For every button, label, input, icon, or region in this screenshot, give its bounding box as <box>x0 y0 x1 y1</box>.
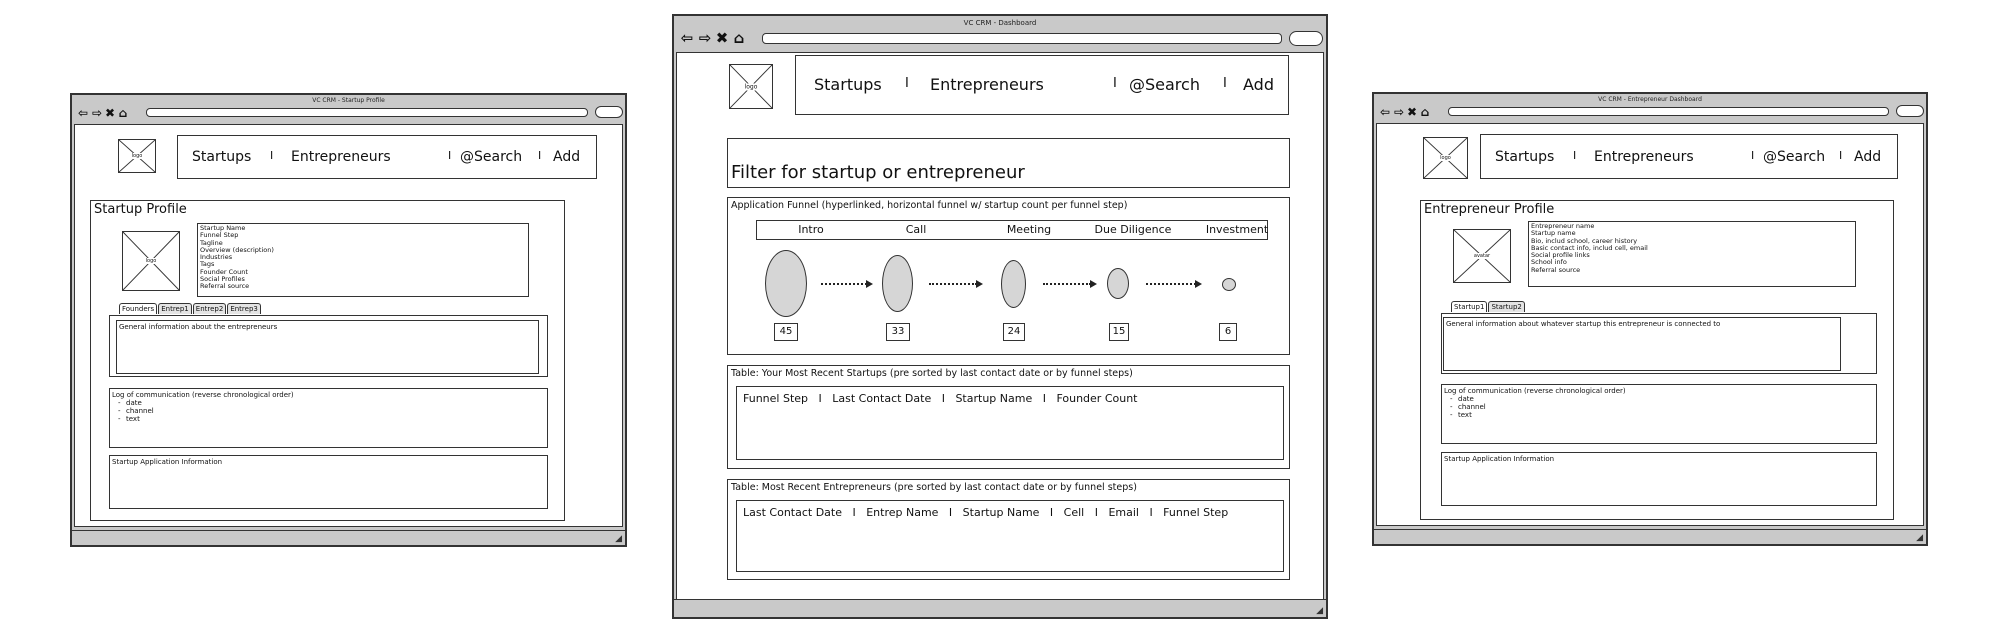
status-bar <box>72 530 625 545</box>
status-bar <box>674 599 1326 617</box>
status-bar <box>1374 529 1926 544</box>
application-funnel <box>727 197 1290 355</box>
funnel-arrow-icon <box>1146 283 1196 285</box>
nav-separator: I <box>270 149 274 162</box>
top-nav <box>795 55 1289 115</box>
nav-startups[interactable]: Startups <box>1495 149 1555 165</box>
tab-panel <box>109 315 548 377</box>
log-item-channel: - channel <box>126 407 545 415</box>
page-content <box>74 124 623 527</box>
nav-add[interactable]: Add <box>553 149 581 165</box>
tab-content-text <box>116 320 539 374</box>
field-item: Bio, includ school, career history <box>1531 236 1638 245</box>
close-icon[interactable]: ✖ <box>104 106 116 120</box>
recent-entrepreneurs-table <box>736 500 1284 572</box>
funnel-step-due-diligence[interactable] <box>1107 268 1129 299</box>
nav-separator: I <box>1113 76 1117 91</box>
nav-separator: I <box>905 76 909 91</box>
funnel-count[interactable]: 45 <box>774 323 798 341</box>
field-item: Social profile links <box>1531 251 1590 260</box>
nav-entrepreneurs[interactable]: Entrepreneurs <box>930 75 1044 94</box>
funnel-count[interactable]: 24 <box>1003 323 1025 341</box>
field-item: Referral source <box>200 282 250 291</box>
logo-icon[interactable] <box>729 64 773 109</box>
logo-icon[interactable] <box>1423 137 1468 179</box>
nav-startups[interactable]: Startups <box>814 75 882 94</box>
entrepreneurs-table-header: Last Contact Date I Entrep Name I Startup Name I Cell I Email I Funnel Step <box>743 506 1229 519</box>
field-item: School info <box>1531 258 1567 267</box>
filter-placeholder: Filter for startup or entrepreneur <box>731 162 1025 183</box>
funnel-step-investment[interactable] <box>1222 278 1236 291</box>
logo-label: logo <box>1440 155 1451 161</box>
startups-table-header: Funnel Step I Last Contact Date I Startup Name I Founder Count <box>743 392 1138 405</box>
field-item: Referral source <box>1531 265 1581 274</box>
funnel-title: Application Funnel (hyperlinked, horizontal funnel w/ startup count per funnel step) <box>731 200 1128 211</box>
nav-startups[interactable]: Startups <box>192 149 252 165</box>
communication-log <box>109 388 548 448</box>
field-item: Funnel Step <box>200 231 239 240</box>
address-bar[interactable] <box>146 108 588 117</box>
funnel-arrow-icon <box>821 283 867 285</box>
recent-startups-section <box>727 365 1290 469</box>
log-item-channel: - channel <box>1458 403 1874 411</box>
startup-profile-window <box>70 93 627 547</box>
funnel-count[interactable]: 15 <box>1109 323 1129 341</box>
entrepreneur-fields-list <box>1528 221 1856 287</box>
recent-entrepreneurs-section <box>727 479 1290 580</box>
section-title: Entrepreneur Profile <box>1424 202 1555 217</box>
funnel-arrow-icon <box>929 283 977 285</box>
browser-search-pill[interactable] <box>595 106 623 118</box>
nav-add[interactable]: Add <box>1854 149 1882 165</box>
nav-entrepreneurs[interactable]: Entrepreneurs <box>291 149 391 165</box>
close-icon[interactable]: ✖ <box>1406 105 1418 119</box>
tab-entrep2[interactable]: Entrep2 <box>193 303 227 314</box>
funnel-count[interactable]: 6 <box>1219 323 1237 341</box>
startup-logo-image <box>122 231 180 291</box>
entrepreneur-dashboard-window <box>1372 92 1928 546</box>
tab-startup2[interactable]: Startup2 <box>1488 301 1524 312</box>
home-icon[interactable]: ⌂ <box>1420 105 1430 119</box>
funnel-step-intro[interactable] <box>765 250 807 317</box>
log-title: Log of communication (reverse chronological order) <box>112 391 294 399</box>
log-item-text: - text <box>1458 411 1874 419</box>
nav-search[interactable]: @Search <box>1129 75 1200 94</box>
entrepreneurs-table-title: Table: Most Recent Entrepreneurs (pre sorted by last contact date or by funnel steps) <box>731 482 1137 493</box>
profile-panel <box>90 200 565 521</box>
image-label: logo <box>145 258 157 264</box>
close-icon[interactable]: ✖ <box>715 29 729 47</box>
profile-panel <box>1420 200 1894 520</box>
tab-content-text <box>1443 317 1841 371</box>
log-item-date: - date <box>126 399 545 407</box>
resize-grip-icon[interactable]: ◢ <box>1916 533 1923 543</box>
address-bar[interactable] <box>762 33 1282 44</box>
log-item-text: - text <box>126 415 545 423</box>
nav-separator: I <box>1751 149 1755 162</box>
nav-search[interactable]: @Search <box>460 149 523 165</box>
tab-founders[interactable]: Founders <box>119 303 157 314</box>
window-title: VC CRM - Startup Profile <box>312 97 385 104</box>
field-item: Tagline <box>200 238 223 247</box>
tab-entrep3[interactable]: Entrep3 <box>227 303 261 314</box>
funnel-stage-label[interactable]: Intro <box>798 223 824 236</box>
application-info <box>109 455 548 509</box>
nav-separator: I <box>1223 76 1227 91</box>
browser-search-pill[interactable] <box>1896 105 1924 117</box>
application-info-label: Startup Application Information <box>1444 455 1555 463</box>
recent-startups-table <box>736 386 1284 460</box>
image-label: avatar <box>1473 253 1491 259</box>
nav-separator: I <box>1573 149 1577 162</box>
section-title: Startup Profile <box>94 202 187 217</box>
page-content <box>676 52 1324 600</box>
resize-grip-icon[interactable]: ◢ <box>1316 606 1323 616</box>
top-nav <box>1480 134 1898 179</box>
forward-icon[interactable]: ⇨ <box>698 29 712 47</box>
nav-separator: I <box>448 149 452 162</box>
funnel-stage-header <box>756 220 1268 240</box>
forward-icon[interactable]: ⇨ <box>91 106 103 120</box>
funnel-arrow-icon <box>1043 283 1091 285</box>
field-item: Basic contact info, includ cell, email <box>1531 243 1648 252</box>
field-item: Entrepreneur name <box>1531 222 1595 230</box>
startup-fields-list <box>197 223 529 297</box>
nav-entrepreneurs[interactable]: Entrepreneurs <box>1594 149 1694 165</box>
tab-entrep1[interactable]: Entrep1 <box>158 303 192 314</box>
resize-grip-icon[interactable]: ◢ <box>615 534 622 544</box>
window-title: VC CRM - Dashboard <box>963 19 1037 27</box>
field-item: Founder Count <box>200 267 248 276</box>
funnel-stage-label[interactable]: Meeting <box>1006 223 1052 236</box>
nav-search[interactable]: @Search <box>1763 149 1826 165</box>
logo-label: logo <box>744 83 758 90</box>
founder-tabs <box>119 303 262 314</box>
tab-startup1[interactable]: Startup1 <box>1451 301 1487 312</box>
back-icon[interactable]: ⇦ <box>77 106 89 120</box>
page-content <box>1376 123 1924 526</box>
home-icon[interactable]: ⌂ <box>118 106 128 120</box>
log-title: Log of communication (reverse chronological order) <box>1444 387 1626 395</box>
nav-add[interactable]: Add <box>1243 75 1274 94</box>
field-item: Industries <box>200 253 233 262</box>
nav-separator: I <box>1839 149 1843 162</box>
startups-table-title: Table: Your Most Recent Startups (pre sorted by last contact date or by funnel steps) <box>731 368 1133 379</box>
browser-search-pill[interactable] <box>1289 31 1323 46</box>
back-icon[interactable]: ⇦ <box>680 29 694 47</box>
back-icon[interactable]: ⇦ <box>1379 105 1391 119</box>
dashboard-window <box>672 14 1328 619</box>
funnel-count[interactable]: 33 <box>886 323 910 341</box>
tab-panel <box>1441 313 1877 374</box>
funnel-step-meeting[interactable] <box>1001 260 1026 308</box>
home-icon[interactable]: ⌂ <box>733 29 745 47</box>
logo-icon[interactable] <box>118 139 156 173</box>
funnel-step-call[interactable] <box>882 255 913 312</box>
field-item: Tags <box>200 260 215 269</box>
avatar-image <box>1453 229 1511 283</box>
filter-input[interactable] <box>727 138 1290 188</box>
application-info-label: Startup Application Information <box>112 458 223 466</box>
field-item: Overview (description) <box>200 245 274 254</box>
tab-content-label: General information about whatever startup this entrepreneur is connected to <box>1446 320 1721 328</box>
top-nav <box>177 135 597 179</box>
logo-label: logo <box>131 153 143 159</box>
startup-tabs <box>1451 301 1526 312</box>
tab-content-label: General information about the entrepreneurs <box>119 323 278 331</box>
log-item-date: - date <box>1458 395 1874 403</box>
funnel-stage-label[interactable]: Call <box>905 223 927 236</box>
nav-separator: I <box>538 149 542 162</box>
application-info <box>1441 452 1877 506</box>
funnel-stage-label[interactable]: Investment <box>1205 223 1269 236</box>
communication-log <box>1441 384 1877 444</box>
forward-icon[interactable]: ⇨ <box>1393 105 1405 119</box>
funnel-stage-label[interactable]: Due Diligence <box>1094 223 1172 236</box>
field-item: Social Profiles <box>200 275 245 284</box>
field-item: Startup Name <box>200 224 246 232</box>
window-title: VC CRM - Entrepreneur Dashboard <box>1598 96 1702 103</box>
address-bar[interactable] <box>1448 107 1889 116</box>
field-item: Startup name <box>1531 229 1576 238</box>
